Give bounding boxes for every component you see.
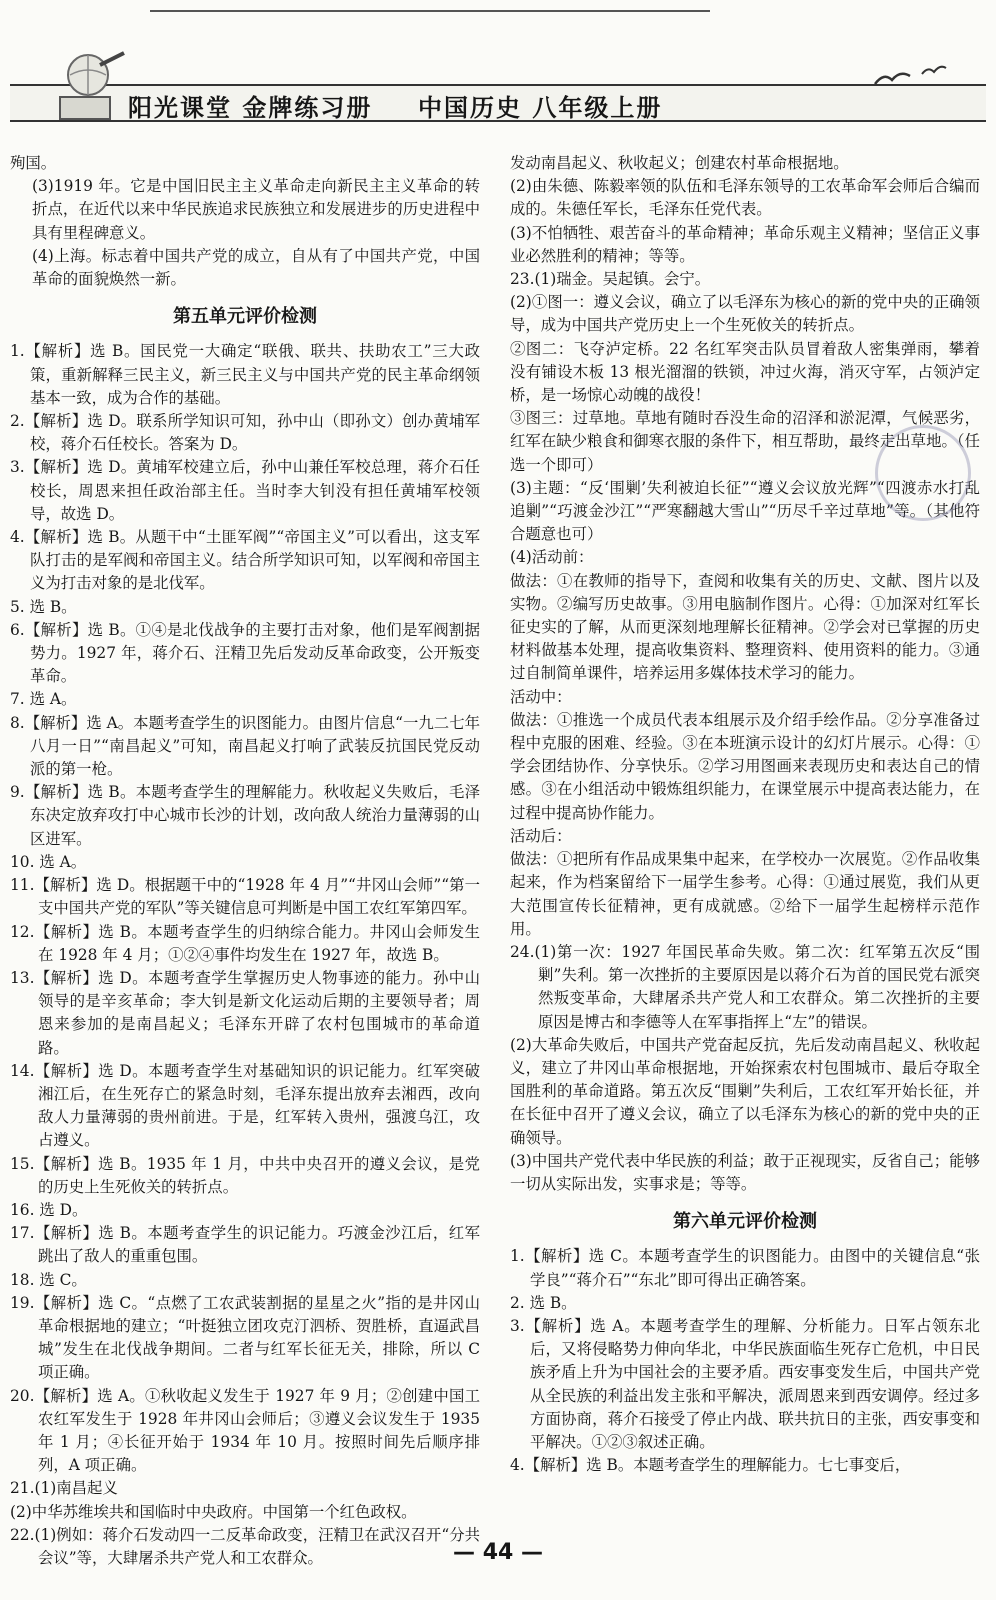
answer-item: 19.【解析】选 C。“点燃了工农武装割据的星星之火”指的是井冈山革命根据地的建立；“叶挺独立团攻克汀泗桥、贺胜桥，直逼武昌城”发生在北伐战争期间。二者与红军长征无关，排除，所以 C 项正确。 (10, 1293, 480, 1382)
answer-item: 18. 选 C。 (10, 1270, 87, 1289)
answer-line: (2)由朱德、陈毅率领的队伍和毛泽东领导的工农革命军会师后合编而成的。朱德任军长，毛泽东任党代表。 (510, 177, 980, 219)
answer-item: (2)中华苏维埃共和国临时中央政府。中国第一个红色政权。 (10, 1502, 417, 1521)
answer-line: (4)活动前： (510, 548, 594, 567)
answer-item: 1.【解析】选 B。国民党一大确定“联俄、联共、扶助农工”三大政策，重新解释三民主义，新三民主义与中国共产党的民主革命纲领基本一致，成为合作的基础。 (10, 342, 480, 407)
answer-item: 8.【解析】选 A。本题考查学生的识图能力。由图片信息“一九二七年八月一日”“南昌起义”可知，南昌起义打响了武装反抗国民党反动派的第一枪。 (10, 713, 480, 779)
answer-item: 23.(1)瑞金。吴起镇。会宁。 (510, 270, 711, 289)
answer-line: 活动中： (510, 687, 572, 706)
answer-item: 16. 选 D。 (10, 1200, 88, 1219)
answer-item: 17.【解析】选 B。本题考查学生的识记能力。巧渡金沙江后，红军跳出了敌人的重重包围。 (10, 1224, 480, 1266)
answer-item: 13.【解析】选 D。本题考查学生掌握历史人物事迹的能力。孙中山领导的是辛亥革命；李大钊是新文化运动后期的主要领导者；周恩来参加的是南昌起义；毛泽东开辟了农村包围城市的革命道路。 (10, 968, 480, 1057)
right-column (510, 152, 980, 1477)
answer-item: 2.【解析】选 D。联系所学知识可知，孙中山（即孙文）创办黄埔军校，蒋介石任校长。答案为 D。 (10, 412, 480, 454)
answer-item: 3.【解析】选 D。黄埔军校建立后，孙中山兼任军校总理，蒋介石任校长，周恩来担任政治部主任。当时李大钊没有担任黄埔军校领导，故选 D。 (10, 458, 480, 523)
birds-icon (870, 62, 950, 92)
answer-item: 1.【解析】选 C。本题考查学生的识图能力。由图中的关键信息“张学良”“蒋介石”“东北”即可得出正确答案。 (510, 1247, 980, 1289)
answer-item: 4.【解析】选 B。从题干中“土匪军阀”“帝国主义”可以看出，这支军队打击的是军阀和帝国主义。结合所学知识可知，以军阀和帝国主义为打击对象的是北伐军。 (10, 528, 480, 593)
answer-line: (3)不怕牺牲、艰苦奋斗的革命精神；革命乐观主义精神；坚信正义事业必然胜利的精神；等等。 (510, 223, 980, 265)
answer-line: 做法：①在教师的指导下，查阅和收集有关的历史、文献、图片以及实物。②编写历史故事。③用电脑制作图片。心得：①加深对红军长征史实的了解，从而更深刻地理解长征精神。②学会对已掌握的历史材料做基本处理，提高收集资料、整理资料、使用资料的能力。③通过自制简单课件，培养运用多媒体技术学习的能力。 (510, 571, 980, 683)
unit6-heading: 第六单元评价检测 (673, 1211, 817, 1233)
answer-line: (3)中国共产党代表中华民族的利益；敢于正视现实，反省自己；能够一切从实际出发，实事求是；等等。 (510, 1151, 980, 1193)
answer-item: 5. 选 B。 (10, 597, 77, 616)
answer-line: (3)主题：“反‘围剿’失利被迫长征”“遵义会议放光辉”“四渡赤水打乱追剿”“巧渡金沙江”“严寒翻越大雪山”“历尽千辛过草地”等。（其他符合题意也可） (510, 478, 980, 544)
answer-item: 2. 选 B。 (510, 1293, 577, 1312)
answer-line: 殉国。 (10, 154, 57, 172)
answer-line: (3)1919 年。它是中国旧民主主义革命走向新民主主义革命的转折点，在近代以来中华民族追求民族独立和发展进步的历史进程中具有里程碑意义。 (32, 177, 480, 242)
answer-line: 发动南昌起义、秋收起义；创建农村革命根据地。 (510, 154, 849, 172)
answer-line: (2)①图一：遵义会议，确立了以毛泽东为核心的新的党中央的正确领导，成为中国共产党历史上一个生死攸关的转折点。 (510, 293, 980, 335)
answer-item: 20.【解析】选 A。①秋收起义发生于 1927 年 9 月；②创建中国工农红军发生于 1928 年井冈山会师后；③遵义会议发生于 1935 年 1 月；④长征开始于 1934 年 10 月。按照时间先后顺序排列，A 项正确。 (10, 1386, 480, 1475)
answer-item: 3.【解析】选 A。本题考查学生的理解、分析能力。日军占领东北后，又将侵略势力伸向华北，中华民族面临生死存亡危机，中日民族矛盾上升为中国社会的主要矛盾。西安事变发生后，中国共产党从全民族的利益出发主张和平解决，派周恩来到西安调停。经过多方面协商，蒋介石接受了停止内战、联共抗日的主张，西安事变和平解决。①②③叙述正确。 (510, 1316, 980, 1451)
answer-item: 10. 选 A。 (10, 852, 87, 871)
faded-stamp-icon (875, 425, 971, 521)
header-top-rule (150, 10, 710, 12)
answer-line: ③图三：过草地。草地有随时吞没生命的沼泽和淤泥潭，气候恶劣，红军在缺少粮食和御寒衣服的条件下，相互帮助，最终走出草地。（任选一个即可） (510, 409, 980, 474)
answer-item: 15.【解析】选 B。1935 年 1 月，中共中央召开的遵义会议，是党的历史上生死攸关的转折点。 (10, 1154, 480, 1196)
answer-item: 4.【解析】选 B。本题考查学生的理解能力。七七事变后， (510, 1456, 911, 1475)
book-series-title: 阳光课堂 金牌练习册 (128, 94, 373, 122)
answer-item: 12.【解析】选 B。本题考查学生的归纳综合能力。井冈山会师发生在 1928 年 4 月；①②④事件均发生在 1927 年，故选 B。 (10, 922, 480, 964)
answer-item: 11.【解析】选 D。根据题干中的“1928 年 4 月”“井冈山会师”“第一支中国共产党的军队”等关键信息可判断是中国工农红军第四军。 (10, 876, 480, 918)
answer-line: 活动后： (510, 826, 572, 845)
answer-item: 24.(1)第一次：1927 年国民革命失败。第二次：红军第五次反“围剿”失利。第一次挫折的主要原因是以蒋介石为首的国民党右派突然叛变革命，大肆屠杀共产党人和工农群众。第二次挫折的主要原因是博古和李德等人在军事指挥上“左”的错误。 (510, 942, 980, 1031)
answer-item: 9.【解析】选 B。本题考查学生的理解能力。秋收起义失败后，毛泽东决定放弃攻打中心城市长沙的计划，改向敌人统治力量薄弱的山区进军。 (10, 783, 480, 848)
telescope-globe-logo-icon (40, 45, 130, 125)
answer-item: 22.(1)例如：蒋介石发动四一二反革命政变，汪精卫在武汉召开“分共会议”等，大肆屠杀共产党人和工农群众。 (10, 1525, 480, 1567)
left-column (10, 152, 480, 1570)
answer-line: 做法：①把所有作品成果集中起来，在学校办一次展览。②作品收集起来，作为档案留给下一届学生参考。心得：①通过展览，我们从更大范围宣传长征精神，更有成就感。②给下一届学生起榜样示范作用。 (510, 850, 980, 938)
answer-item: 7. 选 A。 (10, 690, 77, 709)
answer-line: 做法：①推选一个成员代表本组展示及介绍手绘作品。②分享准备过程中克服的困难、经验。③在本班演示设计的幻灯片展示。心得：①学会团结协作、分享快乐。②学习用图画来表现历史和表达自己的情感。③在小组活动中锻炼组织能力，在课堂展示中提高表达能力，在过程中提高协作能力。 (510, 710, 980, 822)
answer-line: ②图二：飞夺泸定桥。22 名红军突击队员冒着敌人密集弹雨，攀着没有铺设木板 13 根光溜溜的铁锁，冲过火海，消灭守军，占领泸定桥，是一场惊心动魄的战役！ (510, 339, 980, 405)
answer-item: 6.【解析】选 B。①④是北伐战争的主要打击对象，他们是军阀割据势力。1927 年，蒋介石、汪精卫先后发动反革命政变，公开叛变革命。 (10, 620, 480, 686)
unit5-heading: 第五单元评价检测 (173, 306, 317, 328)
page-header (0, 0, 996, 140)
answer-line: (4)上海。标志着中国共产党的成立，自从有了中国共产党，中国革命的面貌焕然一新。 (32, 246, 480, 289)
page-number: — 44 — (453, 1540, 543, 1565)
answer-item: 21.(1)南昌起义 (10, 1479, 118, 1498)
answer-line: (2)大革命失败后，中国共产党奋起反抗，先后发动南昌起义、秋收起义，建立了井冈山革命根据地，开始探索农村包围城市、最后夺取全国胜利的革命道路。第五次反“围剿”失利后，工农红军开始长征，并在长征中召开了遵义会议，确立了以毛泽东为核心的新的党中央的正确领导。 (510, 1035, 980, 1147)
subject-grade-title: 中国历史 八年级上册 (418, 94, 663, 122)
answer-item: 14.【解析】选 D。本题考查学生对基础知识的识记能力。红军突破湘江后，在生死存亡的紧急时刻，毛泽东提出放弃去湘西，改向敌人力量薄弱的贵州前进。于是，红军转入贵州，强渡乌江，攻占遵义。 (10, 1061, 480, 1150)
